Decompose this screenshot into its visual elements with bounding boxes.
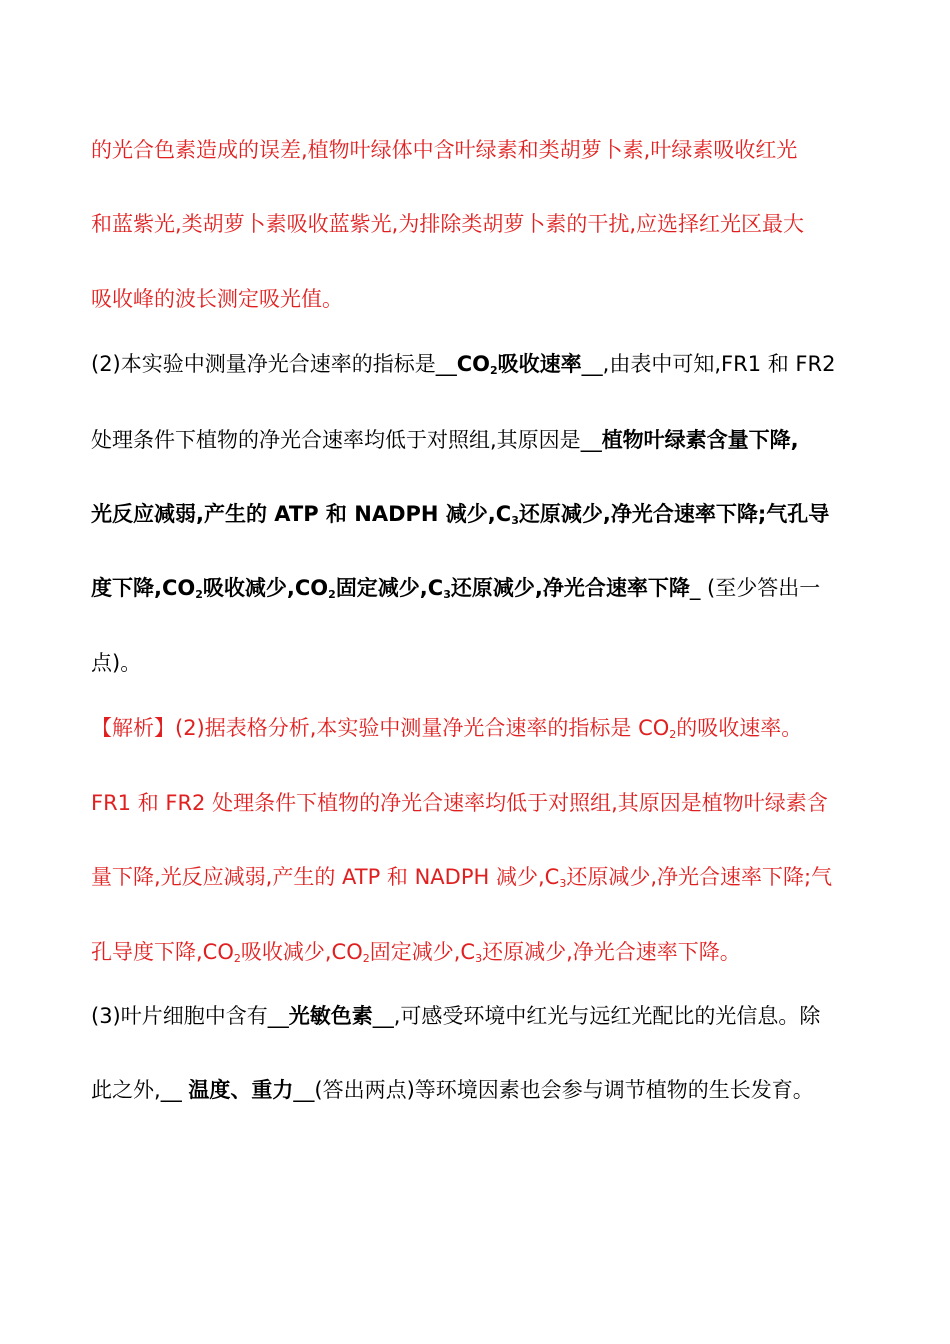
question-3-line-2: 此之外,__ 温度、重力__(答出两点)等环境因素也会参与调节植物的生长发育。 — [91, 1078, 814, 1102]
question-3-line-1: (3)叶片细胞中含有__光敏色素__,可感受环境中红光与远红光配比的光信息。除 — [91, 1004, 821, 1028]
prev-analysis-line-2: 和蓝紫光,类胡萝卜素吸收蓝紫光,为排除类胡萝卜素的干扰,应选择红光区最大 — [91, 212, 805, 236]
question-3-answer-2: 温度、重力 — [188, 1078, 294, 1102]
question-2-answer-1: $CO_2$吸收速率 — [456, 352, 582, 377]
analysis-tag: 【解析】 — [91, 716, 175, 740]
analysis-2-line-4: 孔导度下降$,CO_2$吸收减少$,CO_2$固定减少$,C_3$还原减少,净光合速率下降。 — [91, 940, 741, 965]
question-2-line-3: 光反应减弱,产生的 ATP 和 NADPH 减少$,C_3$还原减少,净光合速率下降;气孔导 — [91, 502, 830, 527]
prev-analysis-line-1: 的光合色素造成的误差,植物叶绿体中含叶绿素和类胡萝卜素,叶绿素吸收红光 — [91, 138, 798, 162]
question-2-line-4: 度下降$,CO_2$吸收减少$,CO_2$固定减少$,C_3$还原减少,净光合速率下降_ (至少答出一 — [91, 576, 821, 601]
prev-analysis-line-3: 吸收峰的波长测定吸光值。 — [91, 287, 343, 311]
analysis-2-line-2: FR1 和 FR2 处理条件下植物的净光合速率均低于对照组,其原因是植物叶绿素含 — [91, 791, 828, 815]
analysis-2-line-3: 量下降,光反应减弱,产生的 ATP 和 NADPH 减少$,C_3$还原减少,净光合速率下降;气 — [91, 865, 833, 890]
analysis-2-line-1: 【解析】(2)据表格分析,本实验中测量净光合速率的指标是 $CO_2$的吸收速率。 — [91, 716, 803, 741]
question-2-line-5: 点)。 — [91, 651, 142, 675]
question-2-line-1: (2)本实验中测量净光合速率的指标是$\_\_CO_2$吸收速率__,由表中可知,FR1 和 FR2 — [91, 352, 836, 377]
question-2-answer-2-part-3: 度下降$,CO_2$吸收减少$,CO_2$固定减少$,C_3$还原减少,净光合速率下降 — [91, 576, 690, 601]
question-2-answer-2-part-1: 植物叶绿素含量下降, — [601, 428, 799, 452]
question-2-line-2: 处理条件下植物的净光合速率均低于对照组,其原因是__植物叶绿素含量下降, — [91, 428, 799, 452]
question-3-answer-1: 光敏色素 — [288, 1004, 373, 1028]
